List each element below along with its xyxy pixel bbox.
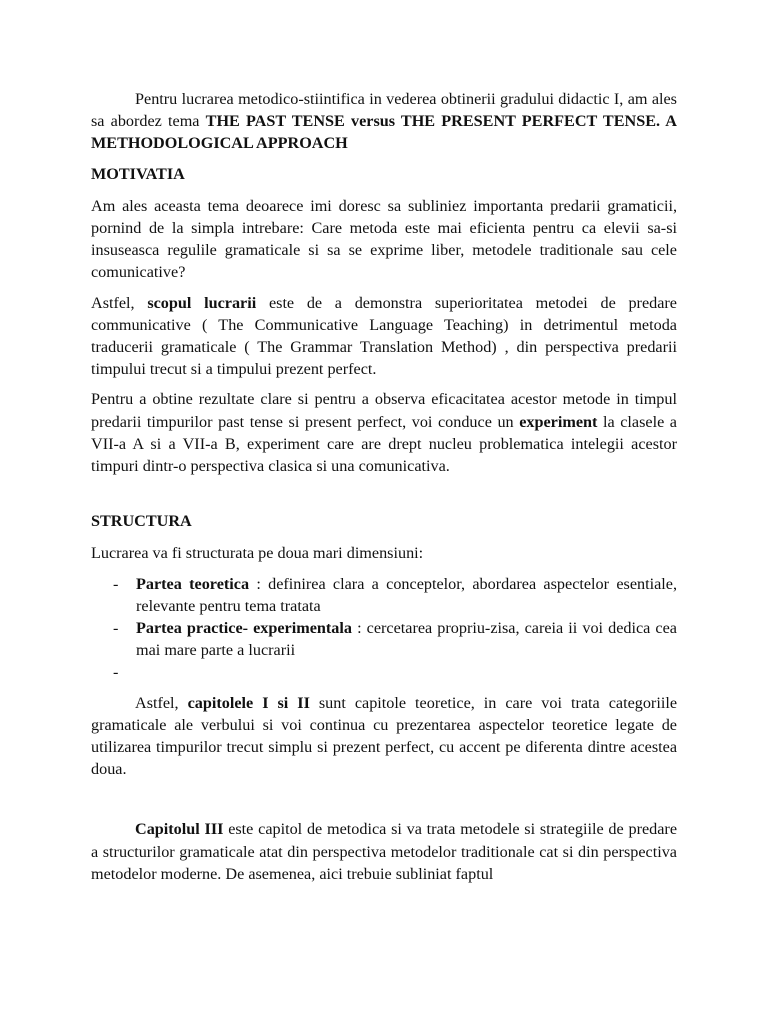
structura-intro: Lucrarea va fi structurata pe doua mari dimensiuni: (91, 544, 424, 563)
p2-start: Astfel, (91, 293, 148, 312)
list-item-text: : cercetarea propriu-zisa, careia ii voi dedica cea mai mare parte a lucrarii (136, 619, 677, 660)
list-item (91, 661, 677, 683)
p2-bold: scopul lucrarii (147, 293, 257, 312)
p3-end: la clasele a VII-a A si a VII-a B, experiment care are drept nucleu problematica intelegii acestor timpuri dintr-o perspectiva clasica si una comunicativa. (91, 412, 677, 476)
list-item-text: : definirea clara a conceptelor, abordarea aspectelor esentiale, relevante pentru tema tratata (136, 574, 678, 615)
p3-start: Pentru a obtine rezultate clare si pentru a observa eficacitatea acestor metode in timpul predarii timpurilor past tense si present perfect, voi conduce un (91, 390, 677, 431)
list-item-bold: Partea teoretica (136, 574, 250, 593)
s1-start: Astfel, (135, 693, 188, 712)
p3-bold: experiment (519, 412, 598, 431)
list-item-bold: Partea practice- experimentala (136, 619, 352, 638)
s1-bold: capitolele I si II (187, 693, 310, 712)
s2-end: este capitol de metodica si va trata metodele si strategiile de predare a structurilor gramaticale atat din perspectiva metodelor traditionale cat si din perspectiva metodelor moderne. De asemenea, aici trebuie subliniat faptul (91, 820, 678, 883)
dash-bullet: - (113, 619, 119, 638)
motivatia-heading: MOTIVATIA (91, 164, 185, 183)
structura-heading: STRUCTURA (91, 512, 192, 531)
intro-paragraph (91, 88, 677, 155)
document-page (91, 88, 677, 893)
spacer (91, 485, 677, 510)
list-item (91, 617, 677, 661)
structura-list (91, 573, 677, 684)
structura-paragraph-2 (91, 818, 677, 885)
intro-text: Pentru lucrarea metodico-stiintifica in vederea obtinerii gradului didactic I, am ales sa abordez tema (91, 90, 677, 131)
list-item (91, 573, 677, 617)
s2-bold: Capitolul III (135, 820, 224, 839)
dash-bullet: - (113, 574, 119, 593)
p2-end: este de a demonstra superioritatea metodei de predare communicative ( The Communicative Language Teaching) in detrimentul metoda traducerii gramaticale ( The Grammar Translation Method) , din perspectiva predarii timpului trecut si a timpului prezent perfect. (91, 293, 677, 379)
spacer (91, 788, 677, 818)
dash-bullet: - (113, 663, 119, 682)
structura-paragraph-1 (91, 692, 677, 781)
s1-end: sunt capitole teoretice, in care voi trata categoriile gramaticale ale verbului si voi continua cu prezentarea aspectelor teoretice legate de utilizarea timpurilor trecut simplu si prezent perfect, cu accent pe diferenta dintre acestea doua. (91, 693, 678, 779)
motivatia-paragraph-3 (91, 388, 677, 477)
motivatia-paragraph-2 (91, 292, 677, 381)
thesis-title: THE PAST TENSE versus THE PRESENT PERFECT TENSE. A METHODOLOGICAL APPROACH (91, 112, 678, 153)
motivatia-paragraph-1: Am ales aceasta tema deoarece imi doresc sa subliniez importanta predarii gramaticii, pornind de la simpla intrebare: Care metoda este mai eficienta pentru ca elevii sa-si insuseasca regulile gramaticale si sa se exprime liber, metodele traditionale sau cele comunicative? (91, 196, 677, 282)
